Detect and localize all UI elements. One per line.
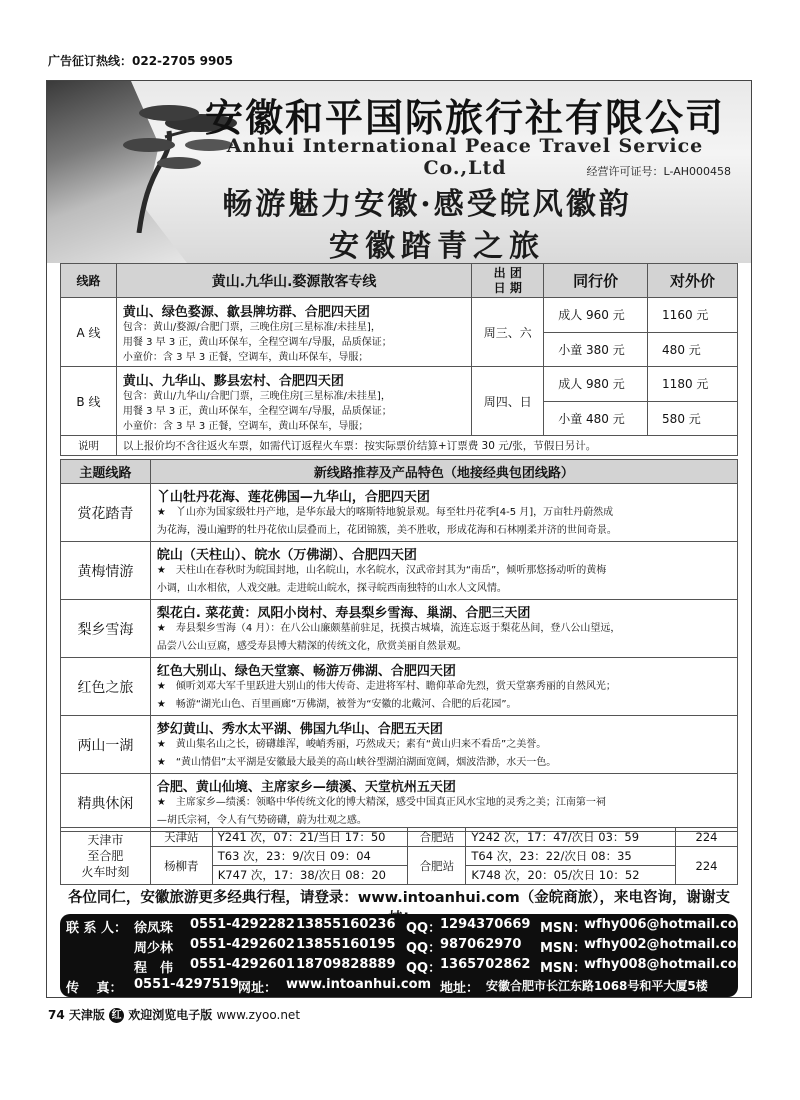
contact-qq-1: 1294370669 <box>440 917 531 932</box>
col-header-theme-desc: 新线路推荐及产品特色（地接经典包团线路） <box>150 460 737 484</box>
theme-desc-1a: ★ 丫山亦为国家级牡丹产地，是华东最大的喀斯特地貌景观。每至牡丹花季[4-5 月]，万亩牡丹蔚然成 <box>156 507 614 518</box>
theme-title-3: 梨花白. 菜花黄：凤阳小岗村、寿县梨乡雪海、巢湖、合肥三天团 <box>156 606 531 621</box>
theme-title-5: 梦幻黄山、秀水太平湖、佛国九华山、合肥五天团 <box>156 722 443 737</box>
train-back-3: K748 次，20：05/次日 10：52 <box>466 866 676 885</box>
col-header-trade-price: 同行价 <box>544 264 648 298</box>
train-city-line-1: 天津市 <box>87 833 124 847</box>
theme-label-1: 赏花踏青 <box>61 484 151 542</box>
train-city-line-3: 火车时刻 <box>81 865 130 879</box>
contact-name-3: 程 伟 <box>134 961 174 976</box>
route-b-desc-3: 小童价：含 3 早 3 正餐，空调车，黄山环保车，导服； <box>122 421 369 432</box>
contact-name-1: 徐凤珠 <box>134 921 174 936</box>
route-b-name: B 线 <box>61 367 117 436</box>
contact-label: 联 系 人： <box>66 921 128 936</box>
route-a-child-trade: 小童 380 元 <box>544 332 648 367</box>
route-b-child-trade: 小童 480 元 <box>544 401 648 436</box>
address-label: 地址： <box>440 981 480 996</box>
route-b-adult-public: 1180 元 <box>648 367 738 402</box>
contact-msn-1[interactable]: wfhy006@hotmail.com <box>584 917 751 932</box>
company-name-en: Anhui International Peace Travel Service Co.,Ltd <box>226 135 704 179</box>
theme-desc-3a: ★ 寿县梨乡雪海（4 月）：在八公山廉颇墓前驻足，抚摸古城墙，流连忘返于梨花丛间，登八公山望远， <box>156 623 621 634</box>
route-a-days: 周三、六 <box>472 298 544 367</box>
theme-desc-3b: 品尝八公山豆腐，感受寿县博大精深的传统文化，欣赏美丽自然景观。 <box>156 641 467 652</box>
web-label: 网址： <box>238 981 278 996</box>
theme-desc-4b: ★ 畅游“湖光山色、百里画廊”万佛湖，被誉为“安徽的北戴河、合肥的后花园”。 <box>156 699 517 710</box>
route-a-title: 黄山、绿色婺源、歙县牌坊群、合肥四天团 <box>122 305 370 320</box>
theme-row-4 <box>150 658 737 716</box>
route-b-adult-trade: 成人 980 元 <box>544 367 648 402</box>
contact-qq-label-3: QQ： <box>406 961 442 976</box>
theme-label-5: 两山一湖 <box>61 716 151 774</box>
col-header-date: 出 团 日 期 <box>472 264 544 298</box>
theme-label-2: 黄梅情游 <box>61 542 151 600</box>
contact-msn-label-2: MSN： <box>540 941 587 956</box>
contact-row-fax <box>60 977 738 995</box>
train-back-2: T64 次，23：22/次日 08：35 <box>466 847 676 866</box>
theme-title-6: 合肥、黄山仙境、主席家乡—绩溪、天堂杭州五天团 <box>156 780 456 795</box>
theme-label-6: 精典休闲 <box>61 774 151 832</box>
route-b-days: 周四、日 <box>472 367 544 436</box>
fax-label: 传 真： <box>66 981 123 996</box>
website-banner: 各位同仁，安徽旅游更多经典行程，请登录：www.intoanhui.com（金皖商旅），来电咨询，谢谢支 <box>67 890 731 906</box>
theme-table <box>60 459 738 832</box>
contact-qq-3: 1365702862 <box>440 957 531 972</box>
license-number: 经营许可证号：L-AH000458 <box>586 165 731 178</box>
train-no-1: 224 <box>676 828 738 847</box>
theme-row-1 <box>150 484 737 542</box>
train-to-1: 合肥站 <box>408 828 466 847</box>
edition-label: 天津版 <box>68 1008 105 1022</box>
contact-qq-label-1: QQ： <box>406 921 442 936</box>
route-a-name: A 线 <box>61 298 117 367</box>
col-header-theme: 主题线路 <box>61 460 151 484</box>
theme-label-4: 红色之旅 <box>61 658 151 716</box>
route-a-adult-trade: 成人 960 元 <box>544 298 648 333</box>
col-header-route: 黄山.九华山.婺源散客专线 <box>116 264 471 298</box>
theme-row-3 <box>150 600 737 658</box>
contact-row-3 <box>60 957 751 976</box>
theme-desc-5a: ★ 黄山集名山之长，磅礴雄浑，峻峭秀丽，巧然成天；素有“黄山归来不看岳”之美誉。 <box>156 739 547 750</box>
route-b-desc-2: 用餐 3 早 3 正，黄山环保车，全程空调车/导服，品质保证； <box>122 406 392 417</box>
theme-desc-2a: ★ 天柱山在春秋时为皖国封地，山名皖山，水名皖水，汉武帝封其为“南岳”，倾听那悠扬动听的黄梅 <box>156 565 607 576</box>
route-b-detail <box>116 367 471 436</box>
theme-title-4: 红色大别山、绿色天堂寨、畅游万佛湖、合肥四天团 <box>156 664 456 679</box>
contact-qq-2: 987062970 <box>440 937 522 952</box>
page-footer <box>48 1006 300 1023</box>
contact-phone-1: 0551-4292282 <box>190 917 295 932</box>
contact-mobile-3: 18709828889 <box>296 957 396 972</box>
route-a-detail <box>116 298 471 367</box>
address-text: 安徽合肥市长江东路1068号和平大厦5楼 <box>486 979 708 993</box>
train-out-1: Y241 次，07：21/当日 17：50 <box>212 828 408 847</box>
contact-row-2 <box>60 937 751 956</box>
theme-desc-2b: 小调，山水相依，人戏交融。走进皖山皖水，探寻皖西南独特的山水人文风情。 <box>156 583 507 594</box>
route-b-desc-1: 包含：黄山/九华山/合肥门票，三晚住房[三星标准/未挂星]， <box>122 391 391 402</box>
route-a-adult-public: 1160 元 <box>648 298 738 333</box>
contact-mobile-2: 13855160195 <box>296 937 396 952</box>
route-a-child-public: 480 元 <box>648 332 738 367</box>
footer-text: 欢迎浏览电子版 <box>128 1008 213 1022</box>
company-name-cn: 安徽和平国际旅行社有限公司 <box>204 95 725 140</box>
theme-title-1: 丫山牡丹花海、莲花佛国—九华山，合肥四天团 <box>156 490 430 505</box>
route-b-child-public: 580 元 <box>648 401 738 436</box>
theme-desc-6b: —胡氏宗祠，令人有气势磅礴，蔚为壮观之感。 <box>156 815 367 826</box>
fax-number: 0551-4297519 <box>134 977 239 992</box>
route-b-title: 黄山、九华山、黟县宏村、合肥四天团 <box>122 374 344 389</box>
contact-msn-label-3: MSN： <box>540 961 587 976</box>
note-label: 说明 <box>61 436 117 456</box>
theme-row-6 <box>150 774 737 832</box>
contact-phone-2: 0551-4292602 <box>190 937 295 952</box>
slogan-main: 畅游魅力安徽·感受皖风徽韵 <box>222 187 632 222</box>
route-a-desc-2: 用餐 3 早 3 正，黄山环保车，全程空调车/导服，品质保证； <box>122 337 392 348</box>
train-no-2: 224 <box>676 847 738 885</box>
train-city-label <box>61 828 151 885</box>
train-from-2: 杨柳青 <box>150 847 212 885</box>
contact-row-1 <box>60 917 751 936</box>
theme-row-2 <box>150 542 737 600</box>
footer-url[interactable]: www.zyoo.net <box>216 1008 301 1022</box>
note-text: 以上报价均不含往返火车票，如需代订返程火车票：按实际票价结算+订票费 30 元/张，节假日另计。 <box>116 436 737 456</box>
advertisement-frame <box>46 80 752 998</box>
theme-desc-5b: ★ “黄山情侣”太平湖是安徽最大最美的高山峡谷型湖泊湖面宽阔，烟波浩渺，水天一色。 <box>156 757 557 768</box>
theme-desc-4a: ★ 倾听刘邓大军千里跃进大别山的伟大传奇、走进将军村、瞻仰革命先烈，赏天堂寨秀丽的自然风光； <box>156 681 616 692</box>
theme-desc-1b: 为花海，漫山遍野的牡丹花依山层叠而上，花团锦簇，美不胜收，形成花海和石林刚柔并济的世间奇景。 <box>156 525 617 536</box>
web-url[interactable]: www.intoanhui.com <box>286 977 432 992</box>
contact-name-2: 周少林 <box>134 941 174 956</box>
route-a-desc-3: 小童价：含 3 早 3 正餐，空调车，黄山环保车，导服； <box>122 352 369 363</box>
contact-msn-3[interactable]: wfhy008@hotmail.com <box>584 957 751 972</box>
train-out-2: T63 次，23：9/次日 09：04 <box>212 847 408 866</box>
slogan-sub: 安徽踏青之旅 <box>329 229 545 263</box>
contact-msn-2[interactable]: wfhy002@hotmail.com <box>584 937 751 952</box>
train-city-line-2: 至合肥 <box>87 849 124 863</box>
route-a-desc-1: 包含：黄山/婺源/合肥门票，三晚住房[三星标准/未挂星]， <box>122 322 381 333</box>
theme-desc-6a: ★ 主席家乡—绩溪：领略中华传统文化的博大精深，感受中国真正风水宝地的灵秀之美；江南第一祠 <box>156 797 606 808</box>
theme-row-5 <box>150 716 737 774</box>
contact-msn-label-1: MSN： <box>540 921 587 936</box>
contact-phone-3: 0551-4292601 <box>190 957 295 972</box>
train-schedule-table <box>60 827 738 885</box>
contact-qq-label-2: QQ： <box>406 941 442 956</box>
col-header-public-price: 对外价 <box>648 264 738 298</box>
train-to-2: 合肥站 <box>408 847 466 885</box>
contact-box <box>60 914 751 997</box>
price-table <box>60 263 738 456</box>
page-number: 74 <box>48 1008 65 1022</box>
train-back-1: Y242 次，17：47/次日 03：59 <box>466 828 676 847</box>
red-badge-icon: 红 <box>109 1008 124 1023</box>
col-header-line: 线路 <box>61 264 117 298</box>
theme-title-2: 皖山（天柱山）、皖水（万佛湖）、合肥四天团 <box>156 548 417 563</box>
ad-hotline: 广告征订热线：022-2705 9905 <box>48 54 234 68</box>
contact-mobile-1: 13855160236 <box>296 917 396 932</box>
train-out-3: K747 次，17：38/次日 08：20 <box>212 866 408 885</box>
train-from-1: 天津站 <box>150 828 212 847</box>
theme-label-3: 梨乡雪海 <box>61 600 151 658</box>
header-banner <box>47 81 751 263</box>
